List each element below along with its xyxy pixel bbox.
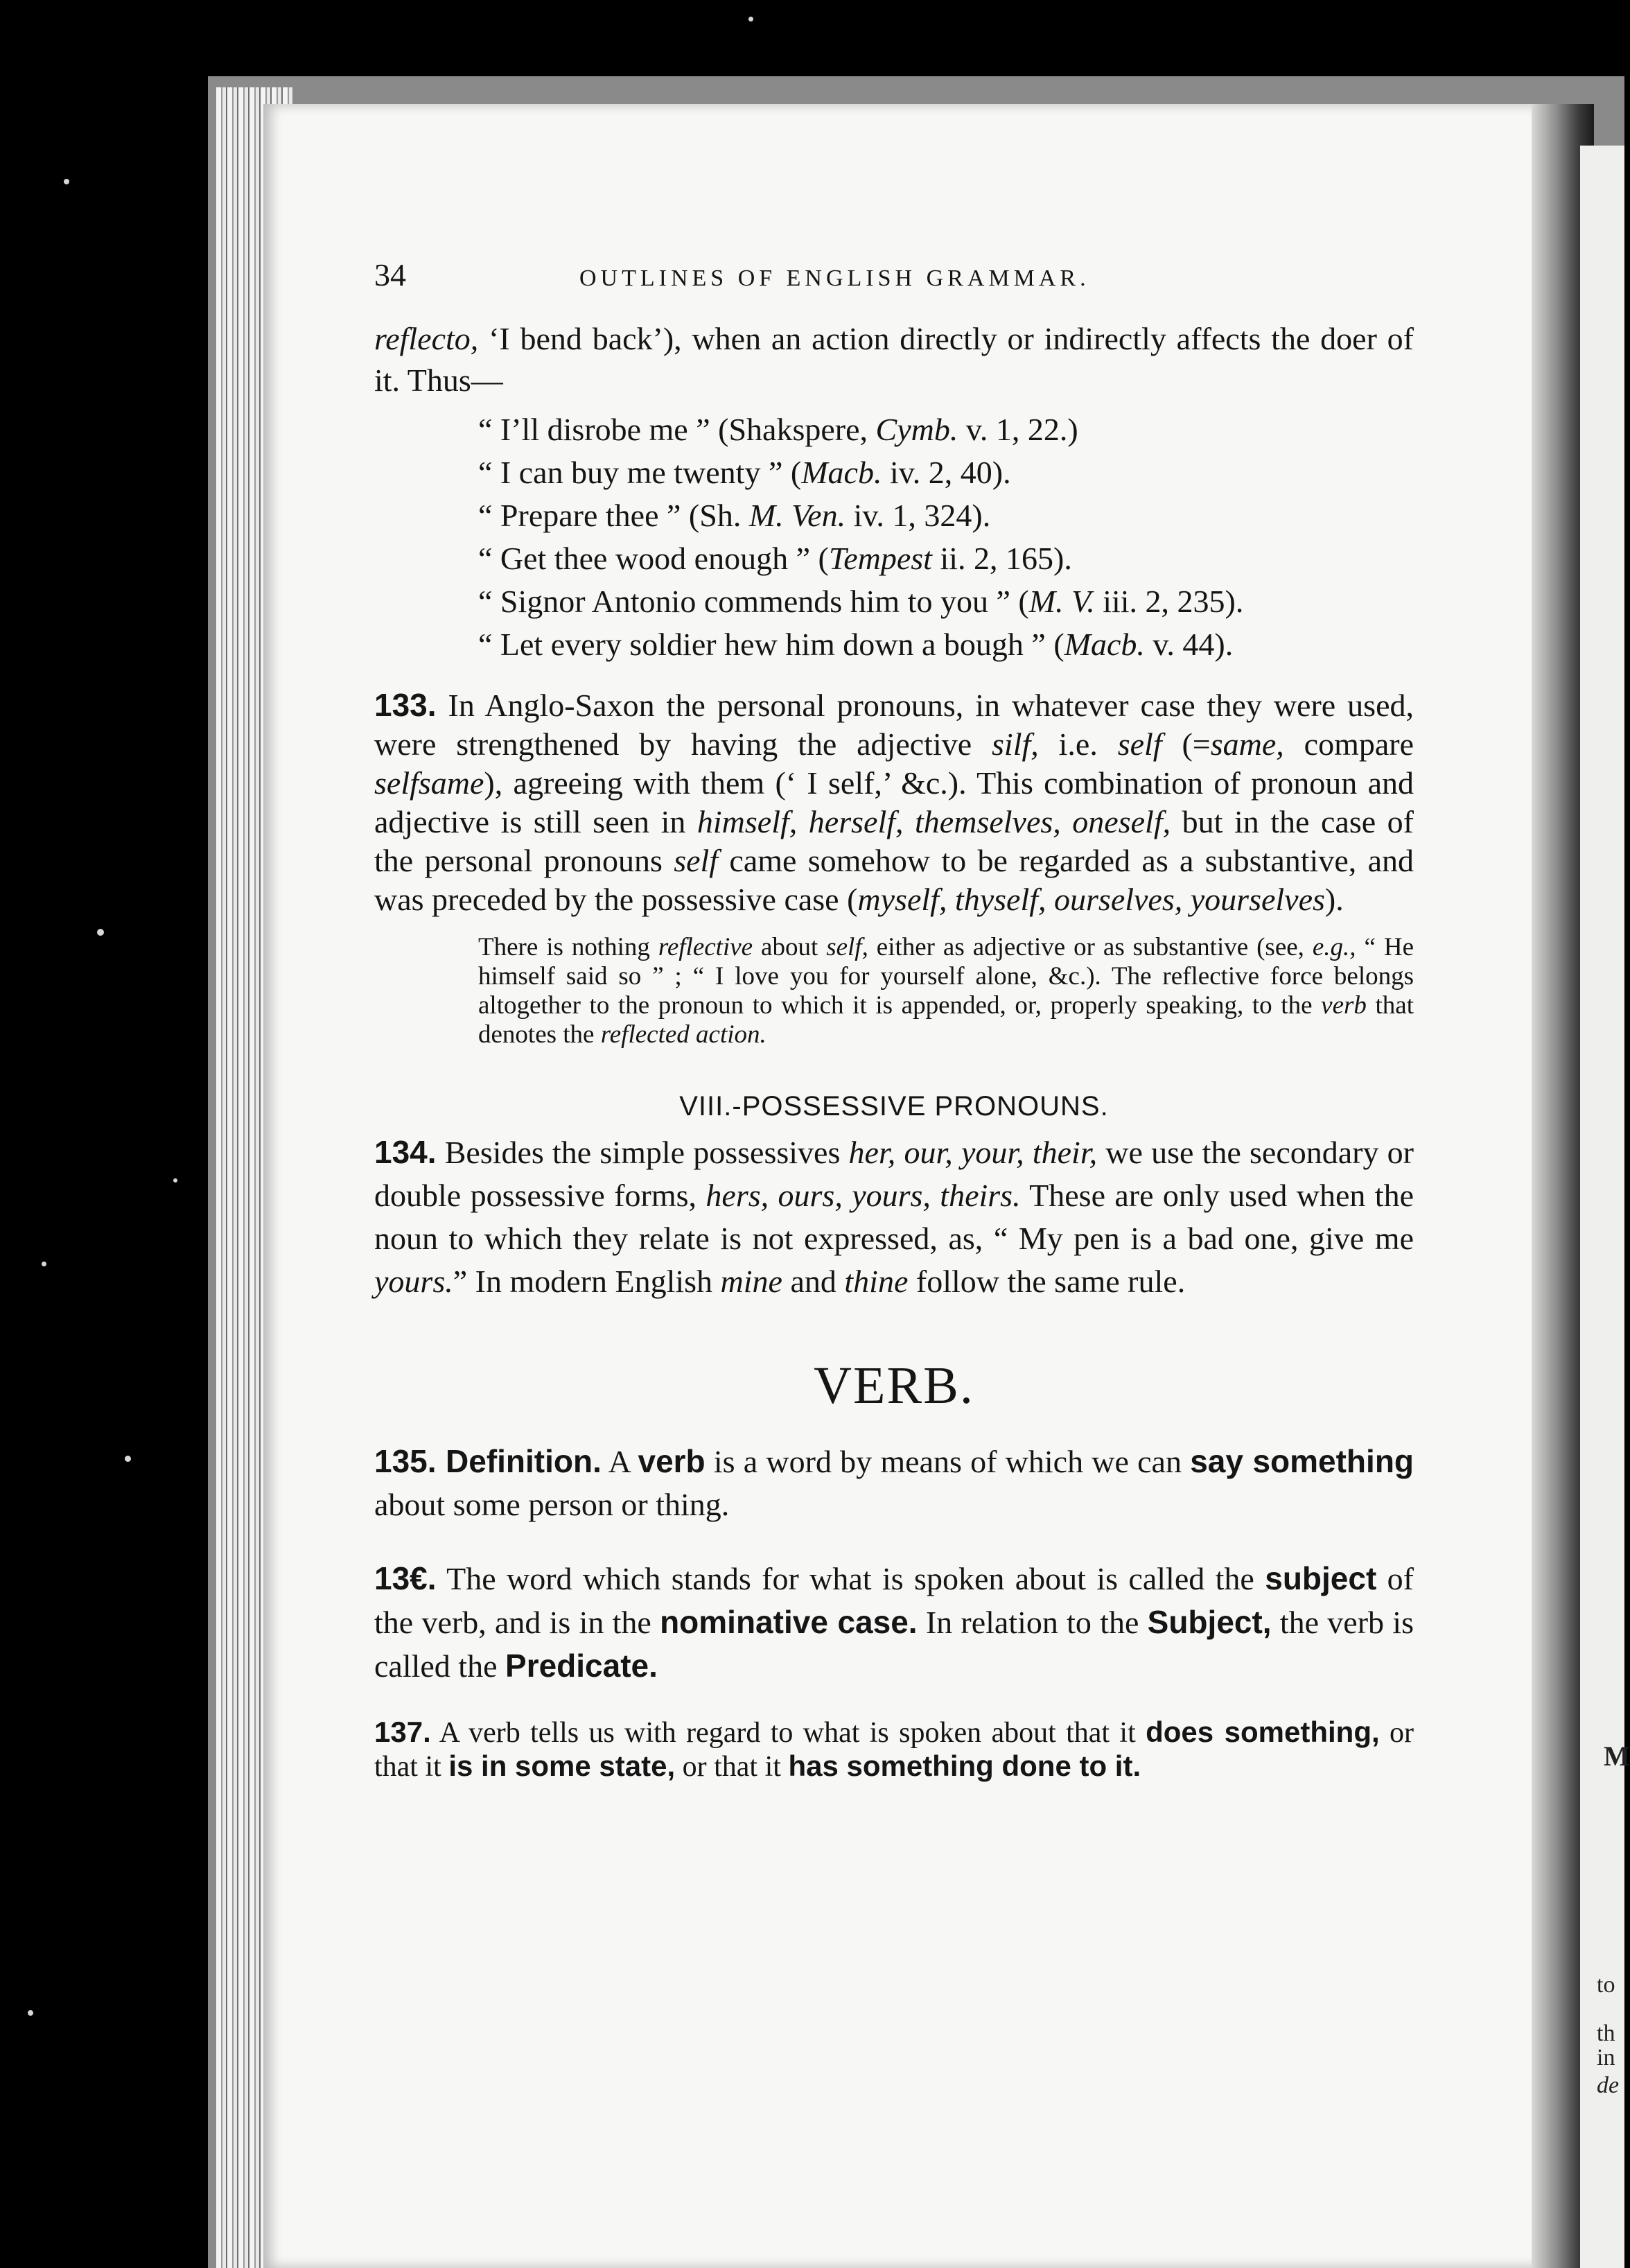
facing-page-fragment: in (1597, 2045, 1615, 2070)
quote-line: “ I’ll disrobe me ” (Shakspere, Cymb. v. 1, 22.) (478, 412, 1078, 447)
scan-speck (42, 1262, 46, 1266)
paragraph-136: 13€. The word which stands for what is spoken about is called the subject of the verb, and is in the nominative case. In relation to the Subject, the verb is called the Predicate. (374, 1560, 1414, 1684)
latin-word: reflecto, (374, 321, 479, 356)
scan-speck (173, 1178, 177, 1183)
paragraph-135: 135. Definition. A verb is a word by means of which we can say something about some person or thing. (374, 1443, 1414, 1522)
scan-speck (125, 1456, 131, 1462)
paragraph-134: 134. Besides the simple possessives her, our, your, their, we use the secondary or double possessive forms, hers, ours, yours, theirs. These are only used when the noun to which they relate is not expressed, as, “ My pen is a bad one, give me yours.” In modern English mine and thine follow the same rule. (374, 1134, 1414, 1299)
facing-page-edge (1580, 146, 1630, 2268)
scan-speck (748, 17, 753, 21)
paragraph-number: 137. (374, 1716, 431, 1748)
facing-page-fragment: to (1597, 1972, 1615, 1998)
paragraph-137: 137. A verb tells us with regard to what is spoken about that it does something, or that it is in some state, or that it has something done to it. (374, 1716, 1414, 1783)
paragraph-number: 133. (374, 687, 437, 723)
quote-line: “ Prepare thee ” (Sh. M. Ven. iv. 1, 324). (478, 498, 991, 533)
running-title: OUTLINES OF ENGLISH GRAMMAR. (579, 265, 1090, 291)
facing-page-fragment: M (1604, 1741, 1630, 1772)
paragraph-number: 134. (374, 1134, 437, 1170)
scan-speck (28, 2010, 33, 2016)
running-header (374, 256, 1171, 293)
page-text (374, 256, 1414, 1783)
quote-line: “ I can buy me twenty ” (Macb. iv. 2, 40). (478, 455, 1011, 490)
quote-line: “ Signor Antonio commends him to you ” (M. V. iii. 2, 235). (478, 584, 1244, 619)
quote-list (374, 408, 1414, 666)
quote-line: “ Get thee wood enough ” (Tempest ii. 2, 165). (478, 541, 1072, 576)
paragraph-133: 133. In Anglo-Saxon the personal pronouns, in whatever case they were used, were strengthened by having the adjective silf, i.e. self (=same, compare selfsame), agreeing with them (‘ I self,’ &c.). This combination of pronoun and adjective is still seen in himself, herself, themselves, oneself, but in the case of the personal pronouns self came somehow to be regarded as a substantive, and was preceded by the possessive case (myself, thyself, ourselves, yourselves). (374, 687, 1414, 917)
quote-line: “ Let every soldier hew him down a bough ” (Macb. v. 44). (478, 627, 1234, 662)
page-number: 34 (374, 257, 406, 293)
section-heading-possessive: VIII.-POSSESSIVE PRONOUNS. (679, 1091, 1109, 1122)
facing-page-fragment: de (1597, 2073, 1620, 2098)
intro-text: ‘I bend back’), when an action directly or indirectly affects the doer of it. Thus— (374, 321, 1414, 398)
paragraph-number: 135. (374, 1443, 437, 1479)
scan-speck (97, 929, 104, 936)
footnote-reflective: There is nothing reflective about self, either as adjective or as substantive (see, e.g., “ He himself said so ” ; “ I love you for yourself alone, &c.). The reflective force belongs altogether to the pronoun to which it is appended, or, properly speaking, to the verb that denotes the reflected action. (478, 933, 1414, 1049)
paragraph-number: 13€. (374, 1560, 437, 1596)
intro-paragraph (374, 318, 1414, 401)
scan-speck (64, 179, 69, 184)
chapter-heading-verb: VERB. (814, 1357, 974, 1415)
facing-page-fragment: th (1597, 2021, 1615, 2046)
